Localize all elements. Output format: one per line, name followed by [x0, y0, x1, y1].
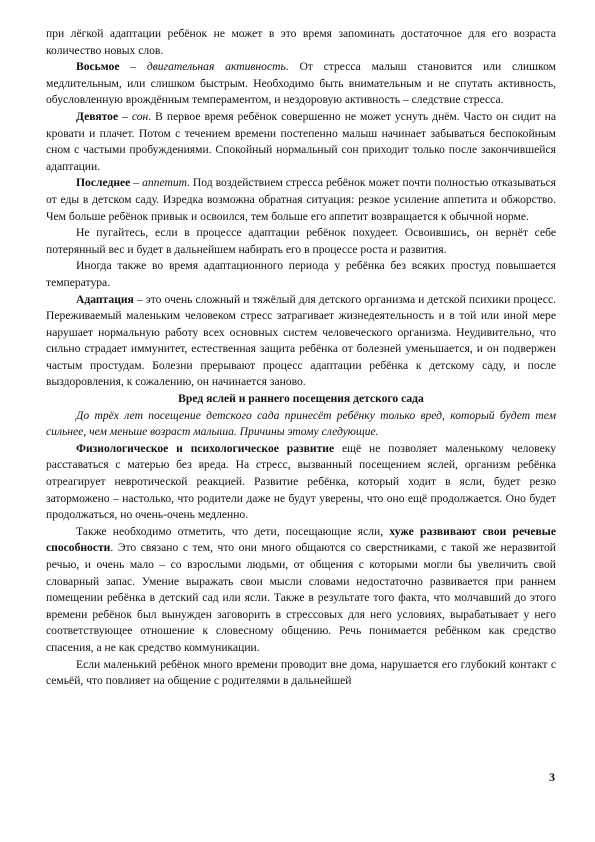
- paragraph-text: . Это связано с тем, что они много общаются со сверстниками, с такой же неразвитой речью, и очень мало – со взрослыми людьми, от общения с которыми могли бы увеличить свой словарный запас. Умение выражать свои мысли словами недостаточно развивается при раннем помещении ребёнка в детский сад или ясли. Также в результате того факта, что молчавший до этого времени ребёнок был вынужден заговорить в стрессовых для него условиях, вырабатывает у него соответствующее отношение к словесному общению. Речь понимается ребёнком как средство спасения, а не как средство коммуникации.: [46, 541, 556, 654]
- paragraph-adaptation: [46, 292, 556, 392]
- paragraph-term: сон: [131, 109, 149, 123]
- section-heading: Вред яслей и раннего посещения детского сада: [178, 392, 424, 406]
- paragraph-lead: Адаптация: [76, 292, 134, 306]
- paragraph-temperature: Иногда также во время адаптационного периода у ребёнка без всяких простуд повышается температура.: [46, 259, 556, 289]
- paragraph-lead: Физиологическое и психологическое развитие: [76, 441, 335, 455]
- paragraph-term: двигательная активность: [146, 60, 286, 74]
- paragraph-weight: Не пугайтесь, если в процессе адаптации ребёнок похудеет. Освоившись, он вернёт себе потерянный вес и будет в дальнейшем набирать его в процессе роста и развития.: [46, 226, 556, 256]
- paragraph-development: [46, 441, 556, 524]
- dash: –: [118, 109, 132, 123]
- dash: –: [119, 60, 147, 74]
- paragraph-lead: Девятое: [76, 109, 119, 123]
- paragraph-speech: [46, 524, 556, 657]
- section-intro: До трёх лет посещение детского сада принесёт ребёнку только вред, который будет тем сильнее, чем меньше возраст малыша. Причины этому следующие.: [46, 408, 556, 439]
- dash: –: [130, 176, 143, 190]
- paragraph-text: . В первое время ребёнок совершенно не может уснуть днём. Часто он сидит на кровати и плачет. Потом с течением времени постепенно малыш начинает забываться беспокойным сном с частыми пробуждениями. Спокойный нормальный сон приходит только после закончившейся адаптации.: [46, 109, 556, 173]
- paragraph-last: [46, 175, 556, 225]
- paragraph-lead: Последнее: [76, 176, 131, 190]
- paragraph-ninth: [46, 109, 556, 175]
- paragraph-text: ещё не позволяет маленькому человеку расставаться с матерью без вреда. На стресс, вызванный посещением яслей, организм ребёнка отреагирует невротической реакцией. Развитие ребёнка, который ходит в ясли, будет резко заторможено – настолько, что родители даже не будут уверены, что оно ещё продолжается. Оно будет продолжаться, но очень-очень медленно.: [46, 441, 556, 522]
- paragraph-family-contact: Если маленький ребёнок много времени проводит вне дома, нарушается его глубокий контакт с семьёй, что повлияет на общение с родителями в дальнейшей: [46, 657, 556, 688]
- paragraph-eighth: [46, 59, 556, 109]
- paragraph-text-before: Также необходимо отметить, что дети, посещающие ясли,: [76, 524, 390, 538]
- paragraph-text: . От стресса малыш становится или слишком медлительным, или слишком быстрым. Необходимо быть внимательным и не спутать активность, обусловленную врождённым темпераментом, и нездоровую активность – следствие стресса.: [46, 60, 557, 107]
- page-number: 3: [549, 770, 555, 784]
- paragraph-continuation: при лёгкой адаптации ребёнок не может в это время запоминать достаточное для его возраста количество новых слов.: [46, 27, 556, 57]
- paragraph-term: аппетит: [142, 176, 188, 190]
- paragraph-lead: Восьмое: [76, 60, 120, 74]
- paragraph-text: – это очень сложный и тяжёлый для детского организма и детской психики процесс. Переживаемый маленьким человеком стресс затрагивает жизнедеятельность и в той или иной мере нарушает нормальную работу всех основных систем человеческого организма. Неудивительно, что сильно страдает иммунитет, естественная защита ребёнка от болезней уменьшается, и он подвержен частым простудам. Болезни прерывают процесс адаптации ребёнка к детскому саду, и после выздоровления, к сожалению, он начинается заново.: [46, 292, 556, 389]
- paragraph-emphasis: хуже развивают свои речевые способности: [46, 524, 556, 555]
- page-body: [46, 26, 556, 690]
- paragraph-text: . Под воздействием стресса ребёнок может почти полностью отказываться от еды в детском саду. Изредка возможна обратная ситуация: резкое усиление аппетита и обжорство. Чем больше ребёнок привык и освоился, тем больше его аппетит возвращается к обычной норме.: [46, 176, 557, 223]
